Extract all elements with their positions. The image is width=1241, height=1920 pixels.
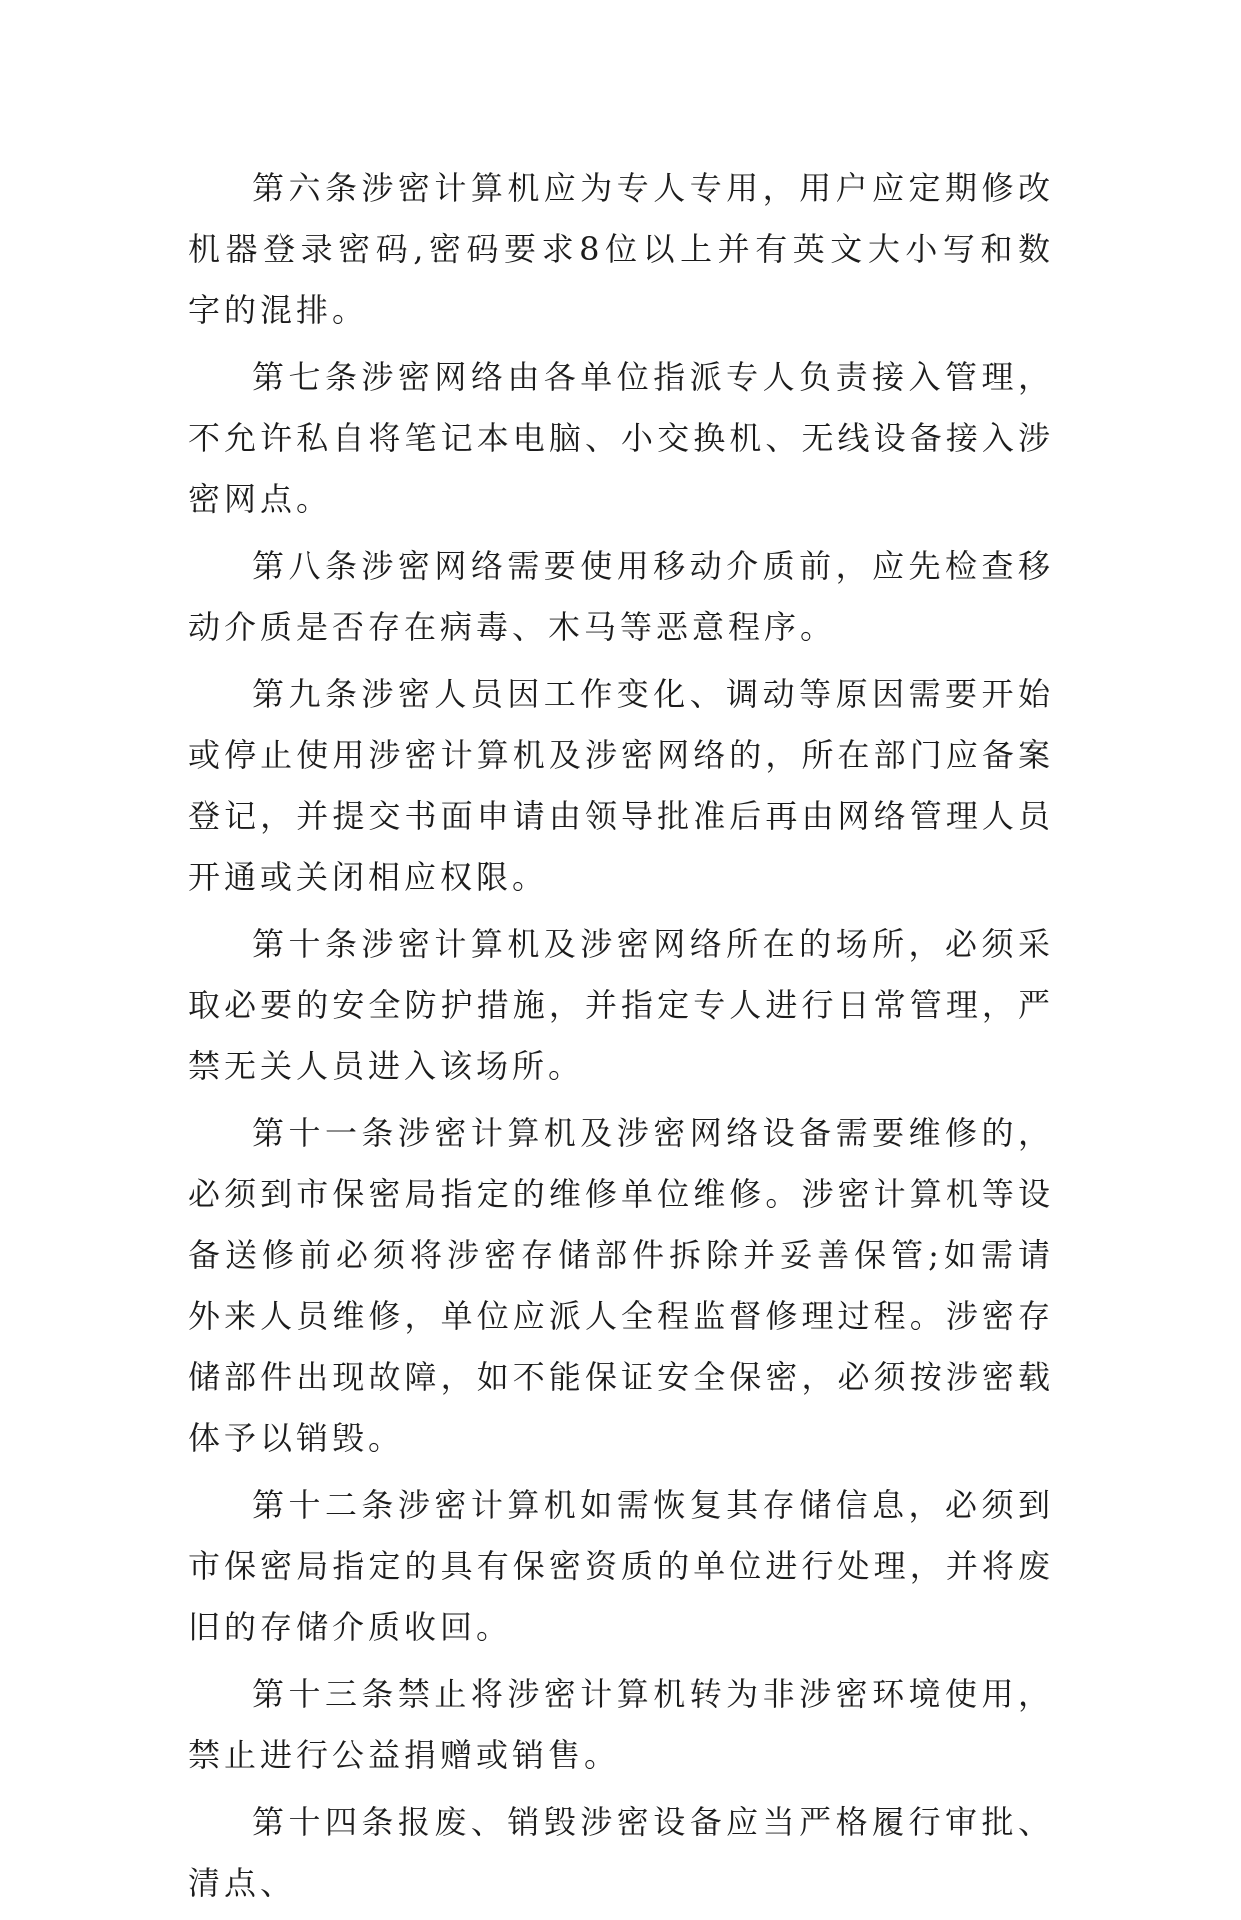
paragraph-article-6: 第六条涉密计算机应为专人专用，用户应定期修改机器登录密码,密码要求8位以上并有英文大小写和数字的混排。 <box>188 169 1054 329</box>
paragraph-article-14: 第十四条报废、销毁涉密设备应当严格履行审批、清点、 <box>188 1803 1054 1902</box>
paragraph-article-12: 第十二条涉密计算机如需恢复其存储信息，必须到市保密局指定的具有保密资质的单位进行处理，并将废旧的存储介质收回。 <box>188 1486 1054 1646</box>
document-body <box>188 158 1054 1920</box>
paragraph-article-8: 第八条涉密网络需要使用移动介质前，应先检查移动介质是否存在病毒、木马等恶意程序。 <box>188 547 1054 646</box>
paragraph-article-9: 第九条涉密人员因工作变化、调动等原因需要开始或停止使用涉密计算机及涉密网络的，所在部门应备案登记，并提交书面申请由领导批准后再由网络管理人员开通或关闭相应权限。 <box>188 675 1054 896</box>
paragraph-article-11: 第十一条涉密计算机及涉密网络设备需要维修的，必须到市保密局指定的维修单位维修。涉密计算机等设备送修前必须将涉密存储部件拆除并妥善保管;如需请外来人员维修，单位应派人全程监督修理过程。涉密存储部件出现故障，如不能保证安全保密，必须按涉密载体予以销毁。 <box>188 1114 1054 1457</box>
paragraph-article-7: 第七条涉密网络由各单位指派专人负责接入管理，不允许私自将笔记本电脑、小交换机、无线设备接入涉密网点。 <box>188 358 1054 518</box>
paragraph-article-10: 第十条涉密计算机及涉密网络所在的场所，必须采取必要的安全防护措施，并指定专人进行日常管理，严禁无关人员进入该场所。 <box>188 925 1054 1085</box>
paragraph-article-13: 第十三条禁止将涉密计算机转为非涉密环境使用，禁止进行公益捐赠或销售。 <box>188 1675 1054 1774</box>
